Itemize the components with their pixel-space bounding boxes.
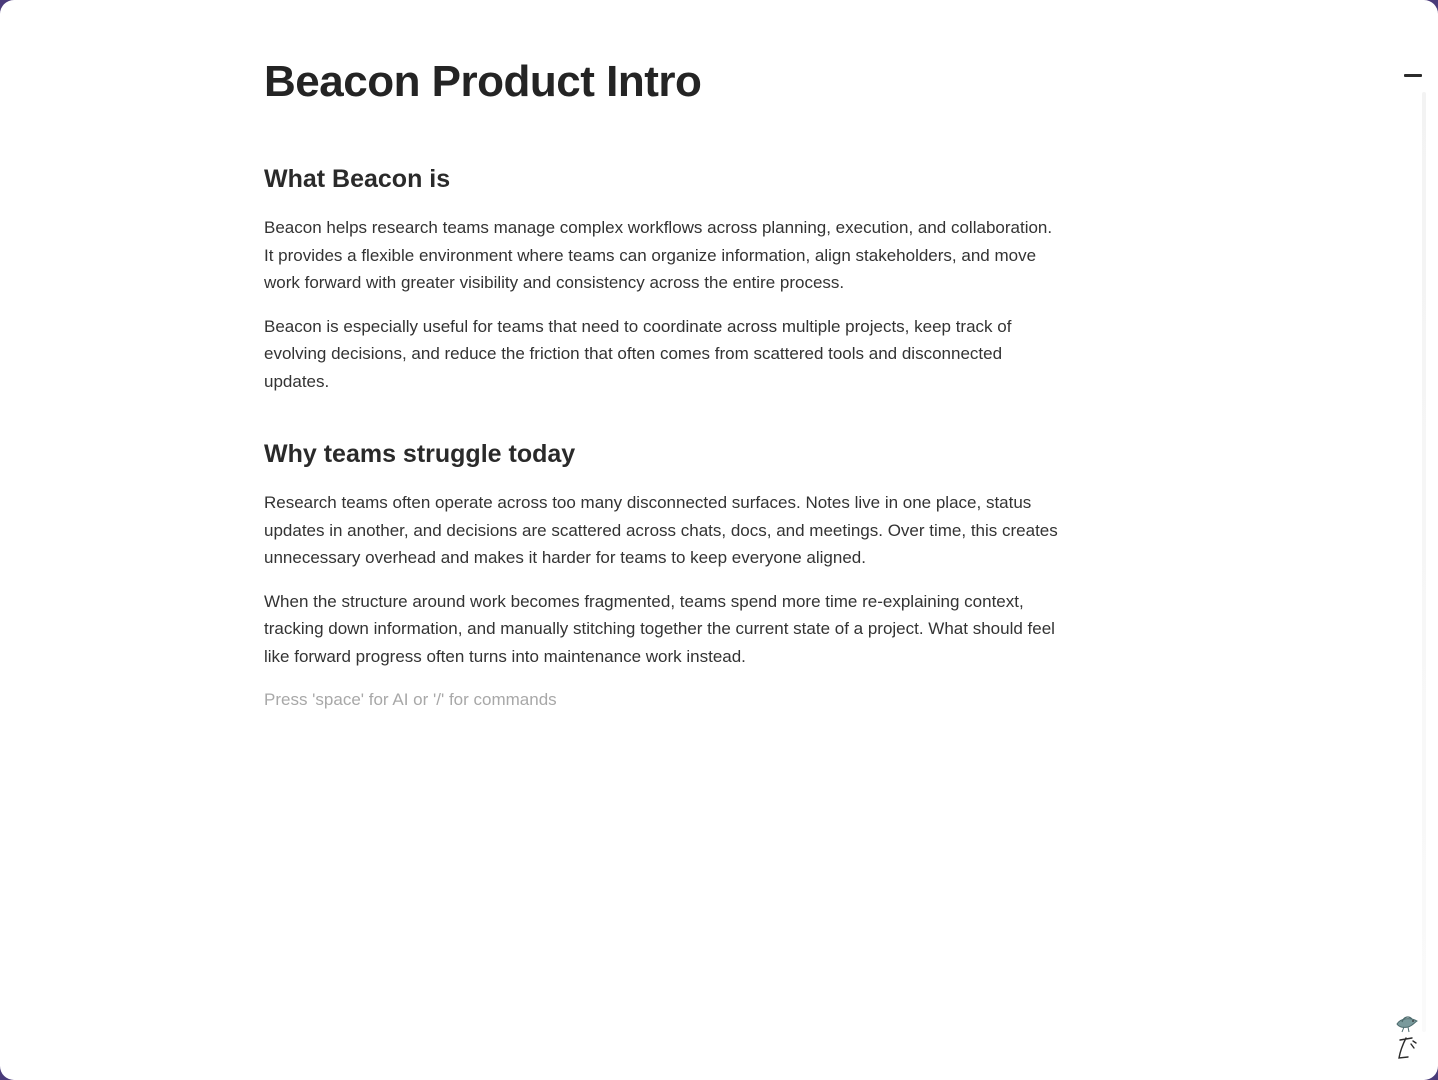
section-heading[interactable]: What Beacon is bbox=[264, 165, 451, 193]
paragraph[interactable]: Beacon helps research teams manage complex workflows across planning, execution, and collaboration. It provides a flexible environment where teams can organize information, align stakeholders, and move work forward with greater visibility and consistency across the entire process. bbox=[264, 218, 1053, 292]
outline-collapse-button[interactable] bbox=[1402, 66, 1424, 84]
outline-rail bbox=[1422, 92, 1426, 1032]
empty-block-placeholder[interactable]: Press 'space' for AI or '/' for commands bbox=[264, 690, 557, 709]
document-body[interactable] bbox=[264, 52, 1064, 713]
assistant-button[interactable] bbox=[1388, 1010, 1428, 1070]
paragraph[interactable]: Beacon is especially useful for teams that need to coordinate across multiple projects, keep track of evolving decisions, and reduce the friction that often comes from scattered tools and disconnected updates. bbox=[264, 316, 1012, 391]
paragraph[interactable]: Research teams often operate across too many disconnected surfaces. Notes live in one place, status updates in another, and decisions are scattered across chats, docs, and meetings. Over time, this creates unnecessary overhead and makes it harder for teams to keep everyone aligned. bbox=[264, 493, 1058, 567]
minus-icon bbox=[1404, 74, 1422, 77]
section-why-teams-struggle bbox=[264, 439, 1064, 670]
bird-assistant-icon bbox=[1388, 1010, 1428, 1070]
page-title[interactable]: Beacon Product Intro bbox=[264, 57, 702, 106]
section-heading[interactable]: Why teams struggle today bbox=[264, 440, 576, 468]
section-what-beacon-is bbox=[264, 164, 1064, 395]
paragraph[interactable]: When the structure around work becomes fragmented, teams spend more time re-explaining context, tracking down information, and manually stitching together the current state of a project. What should feel like forward progress often turns into maintenance work instead. bbox=[264, 591, 1055, 666]
